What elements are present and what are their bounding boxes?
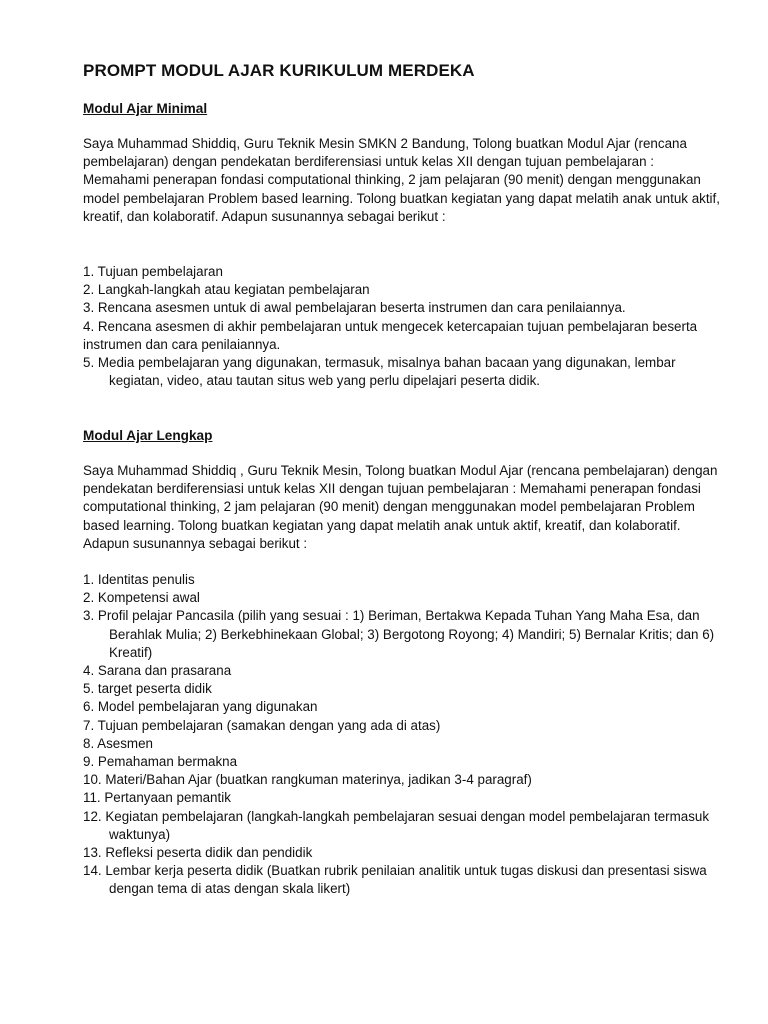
list-item: 10. Materi/Bahan Ajar (buatkan rangkuman materinya, jadikan 3-4 paragraf) — [83, 772, 532, 788]
list-item: 4. Sarana dan prasarana — [83, 663, 232, 679]
minimal-list — [83, 263, 723, 390]
document-title: PROMPT MODUL AJAR KURIKULUM MERDEKA — [83, 61, 475, 80]
list-item: 3. Profil pelajar Pancasila (pilih yang sesuai : 1) Beriman, Bertakwa Kepada Tuhan Yang Maha Esa, dan Berahlak Mulia; 2) Berkebhinekaan Global; 3) Bergotong Royong; 4) Mandiri; 5) Bernalar Kritis; dan 6) Kreatif) — [83, 608, 715, 660]
list-item: 5. Media pembelajaran yang digunakan, termasuk, misalnya bahan bacaan yang digunakan, lembar kegiatan, video, atau tautan situs web yang perlu dipelajari peserta didik. — [83, 355, 676, 389]
list-item: 2. Langkah-langkah atau kegiatan pembelajaran — [83, 282, 370, 298]
list-item: 5. target peserta didik — [83, 681, 212, 697]
list-item: 2. Kompetensi awal — [83, 590, 200, 606]
list-item: 14. Lembar kerja peserta didik (Buatkan rubrik penilaian analitik untuk tugas diskusi dan presentasi siswa dengan tema di atas dengan skala likert) — [83, 863, 707, 897]
list-item: 1. Identitas penulis — [83, 572, 195, 587]
section-heading-minimal: Modul Ajar Minimal — [83, 101, 208, 116]
list-item: 6. Model pembelajaran yang digunakan — [83, 699, 318, 715]
section-heading-lengkap: Modul Ajar Lengkap — [83, 428, 213, 443]
list-item: 1. Tujuan pembelajaran — [83, 264, 223, 279]
list-item: 7. Tujuan pembelajaran (samakan dengan yang ada di atas) — [83, 717, 441, 733]
lengkap-intro-paragraph: Saya Muhammad Shiddiq , Guru Teknik Mesin, Tolong buatkan Modul Ajar (rencana pembelajaran) dengan pendekatan berdiferensiasi untuk kelas XII dengan tujuan pembelajaran : Memahami penerapan fondasi computational thinking, 2 jam pelajaran (90 menit) dengan menggunakan model pembelajaran Problem based learning. Tolong buatkan kegiatan yang dapat melatih anak untuk aktif, kreatif, dan kolaboratif. Adapun susunannya sebagai berikut : — [83, 463, 718, 551]
minimal-intro-paragraph: Saya Muhammad Shiddiq, Guru Teknik Mesin SMKN 2 Bandung, Tolong buatkan Modul Ajar (rencana pembelajaran) dengan pendekatan berdiferensiasi untuk kelas XII dengan tujuan pembelajaran : Memahami penerapan fondasi computational thinking, 2 jam pelajaran (90 menit) dengan menggunakan model pembelajaran Problem based learning. Tolong buatkan kegiatan yang dapat melatih anak untuk aktif, kreatif, dan kolaboratif. Adapun susunannya sebagai berikut : — [83, 136, 720, 224]
list-item: 11. Pertanyaan pemantik — [83, 790, 231, 806]
lengkap-list — [83, 571, 723, 899]
list-item: 13. Refleksi peserta didik dan pendidik — [83, 845, 313, 861]
list-item: 3. Rencana asesmen untuk di awal pembelajaran beserta instrumen dan cara penilaiannya. — [83, 300, 626, 316]
list-item: 8. Asesmen — [83, 735, 153, 751]
list-item: 12. Kegiatan pembelajaran (langkah-langkah pembelajaran sesuai dengan model pembelajaran termasuk waktunya) — [83, 808, 710, 842]
list-item: 9. Pemahaman bermakna — [83, 754, 238, 770]
list-item: 4. Rencana asesmen di akhir pembelajaran untuk mengecek ketercapaian tujuan pembelajaran beserta instrumen dan cara penilaiannya. — [83, 318, 698, 352]
